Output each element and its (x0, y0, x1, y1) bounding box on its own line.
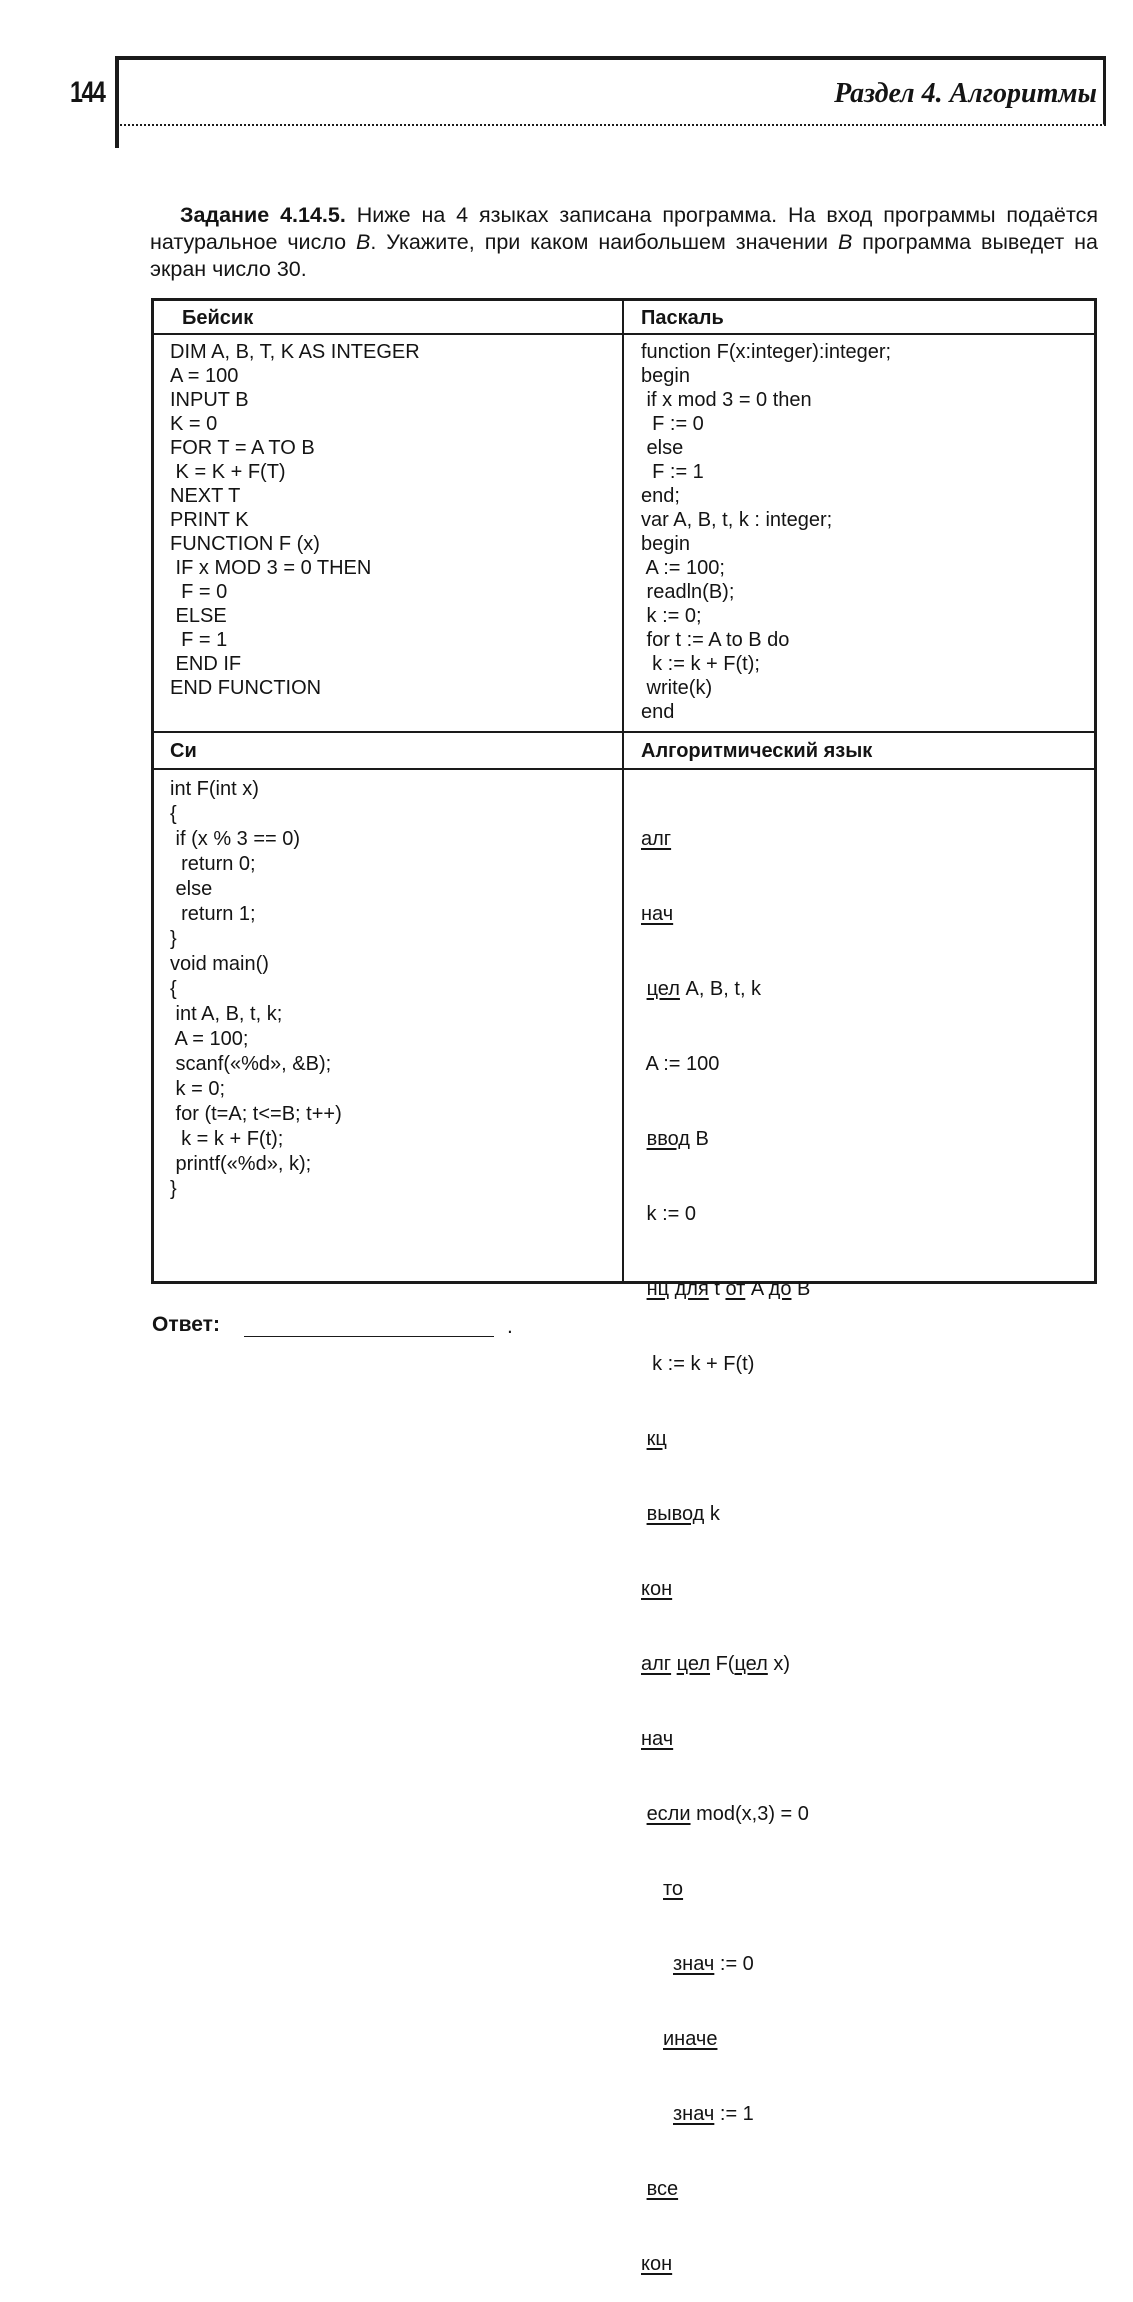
pascal-header: Паскаль (641, 307, 724, 329)
keyword: все (646, 2178, 679, 2200)
code-line: begin (641, 533, 690, 555)
keyword: до (768, 1278, 792, 1300)
code-line: A := 100; (641, 557, 725, 579)
keyword: цел (646, 978, 680, 1000)
keyword: цел (734, 1653, 768, 1675)
code-line: { (170, 978, 177, 1000)
code-line: знач := 0 (673, 1953, 754, 1975)
code-line: F = 0 (170, 581, 228, 603)
basic-code (170, 340, 420, 700)
keyword: кон (641, 2253, 673, 2275)
code-line: if (x % 3 == 0) (170, 828, 301, 850)
pascal-code (641, 340, 891, 724)
code-line: DIM A, B, T, K AS INTEGER (170, 341, 420, 363)
code-line: A := 100 (641, 1053, 720, 1075)
keyword: нц (646, 1278, 670, 1300)
code-line: k := k + F(t); (641, 653, 760, 675)
code-line (641, 1427, 810, 1452)
code-line: for (t=A; t<=B; t++) (170, 1103, 342, 1125)
code-line: for t := A to B do (641, 629, 790, 651)
code-line: END IF (170, 653, 242, 675)
keyword: вывод (646, 1503, 705, 1525)
code-line: ввод B (646, 1128, 709, 1150)
code-line: нц для t от A до B (646, 1278, 811, 1300)
keyword: ввод (646, 1128, 690, 1150)
basic-header: Бейсик (182, 307, 254, 329)
table-header-rule (151, 768, 1097, 770)
code-line: void main() (170, 953, 269, 975)
code-line: k := k + F(t) (641, 1353, 755, 1375)
code-line: } (170, 1178, 177, 1200)
code-line: NEXT T (170, 485, 241, 507)
code-line: F := 1 (641, 461, 704, 483)
answer-dot: . (507, 1315, 513, 1338)
answer-label: Ответ: (152, 1313, 220, 1336)
code-line (641, 2027, 810, 2052)
code-line: { (170, 803, 177, 825)
task-statement (150, 202, 1098, 283)
code-line: int A, B, t, k; (170, 1003, 283, 1025)
keyword: кц (646, 1428, 667, 1450)
code-line: function F(x:integer):integer; (641, 341, 892, 363)
code-line: F = 1 (170, 629, 228, 651)
code-line: write(k) (641, 677, 713, 699)
code-line: else (641, 437, 684, 459)
task-label: Задание 4.14.5. (180, 203, 346, 227)
code-line: END FUNCTION (170, 677, 322, 699)
c-code (170, 777, 342, 1202)
table-header-rule (151, 333, 1097, 335)
code-line: k = 0; (170, 1078, 226, 1100)
page-number: 144 (70, 76, 105, 109)
code-line (641, 1727, 810, 1752)
code-line: FUNCTION F (x) (170, 533, 320, 555)
code-line: end (641, 701, 675, 723)
code-line: K = 0 (170, 413, 218, 435)
code-line: k := 0 (641, 1203, 697, 1225)
code-line: алг цел F(цел x) (641, 1653, 791, 1675)
code-line: scanf(«%d», &B); (170, 1053, 332, 1075)
code-line (641, 827, 810, 852)
code-line: return 1; (170, 903, 256, 925)
keyword: иначе (663, 2028, 718, 2050)
keyword: от (725, 1278, 746, 1300)
code-line (641, 902, 810, 927)
keyword: знач (673, 1953, 715, 1975)
code-line: IF x MOD 3 = 0 THEN (170, 557, 372, 579)
keyword: если (646, 1803, 691, 1825)
code-line: readln(B); (641, 581, 735, 603)
code-line: begin (641, 365, 690, 387)
code-line: printf(«%d», k); (170, 1153, 312, 1175)
task-var-b: B (356, 230, 371, 254)
code-line: return 0; (170, 853, 256, 875)
algorithmic-code (641, 777, 810, 2302)
code-line: if x mod 3 = 0 then (641, 389, 812, 411)
code-line: FOR T = A TO B (170, 437, 315, 459)
code-line (641, 2177, 810, 2202)
answer-input-line[interactable] (244, 1336, 494, 1337)
table-middle-rule (151, 731, 1097, 733)
code-line (641, 1877, 810, 1902)
keyword: кон (641, 1578, 673, 1600)
task-text-b: . Укажите, при каком наибольшем значении (370, 230, 838, 254)
code-line: вывод k (646, 1503, 720, 1525)
code-line (641, 2252, 810, 2277)
keyword: цел (676, 1653, 711, 1675)
task-text-c: программа выведет на экран число 30. (150, 230, 1099, 281)
code-line: k = k + F(t); (170, 1128, 284, 1150)
code-line: else (170, 878, 213, 900)
keyword: алг (641, 828, 672, 850)
algorithmic-header: Алгоритмический язык (641, 740, 873, 762)
code-line: F := 0 (641, 413, 704, 435)
code-line: знач := 1 (673, 2103, 754, 2125)
code-line: k := 0; (641, 605, 702, 627)
task-var-b: B (837, 230, 853, 254)
keyword: для (674, 1278, 709, 1300)
code-line: если mod(x,3) = 0 (646, 1803, 809, 1825)
code-line: A = 100 (170, 365, 239, 387)
code-line: ELSE (170, 605, 227, 627)
code-line: K = K + F(T) (170, 461, 286, 483)
code-line: int F(int x) (170, 778, 259, 800)
keyword: знач (673, 2103, 715, 2125)
task-text-a: Ниже на 4 языках записана программа. На вход программы подаётся натуральное число (150, 203, 1098, 254)
code-line: цел A, B, t, k (646, 978, 762, 1000)
table-column-divider (622, 298, 624, 1284)
keyword: то (663, 1878, 684, 1900)
section-title: Раздел 4. Алгоритмы (834, 78, 1097, 109)
keyword: нач (641, 1728, 674, 1750)
keyword: алг (641, 1653, 672, 1675)
code-line: var A, B, t, k : integer; (641, 509, 833, 531)
c-header: Си (170, 740, 197, 762)
code-line: PRINT K (170, 509, 249, 531)
keyword: нач (641, 903, 674, 925)
code-line: A = 100; (170, 1028, 249, 1050)
code-line: end; (641, 485, 680, 507)
code-line: INPUT B (170, 389, 249, 411)
code-line (641, 1577, 810, 1602)
code-line: } (170, 928, 177, 950)
